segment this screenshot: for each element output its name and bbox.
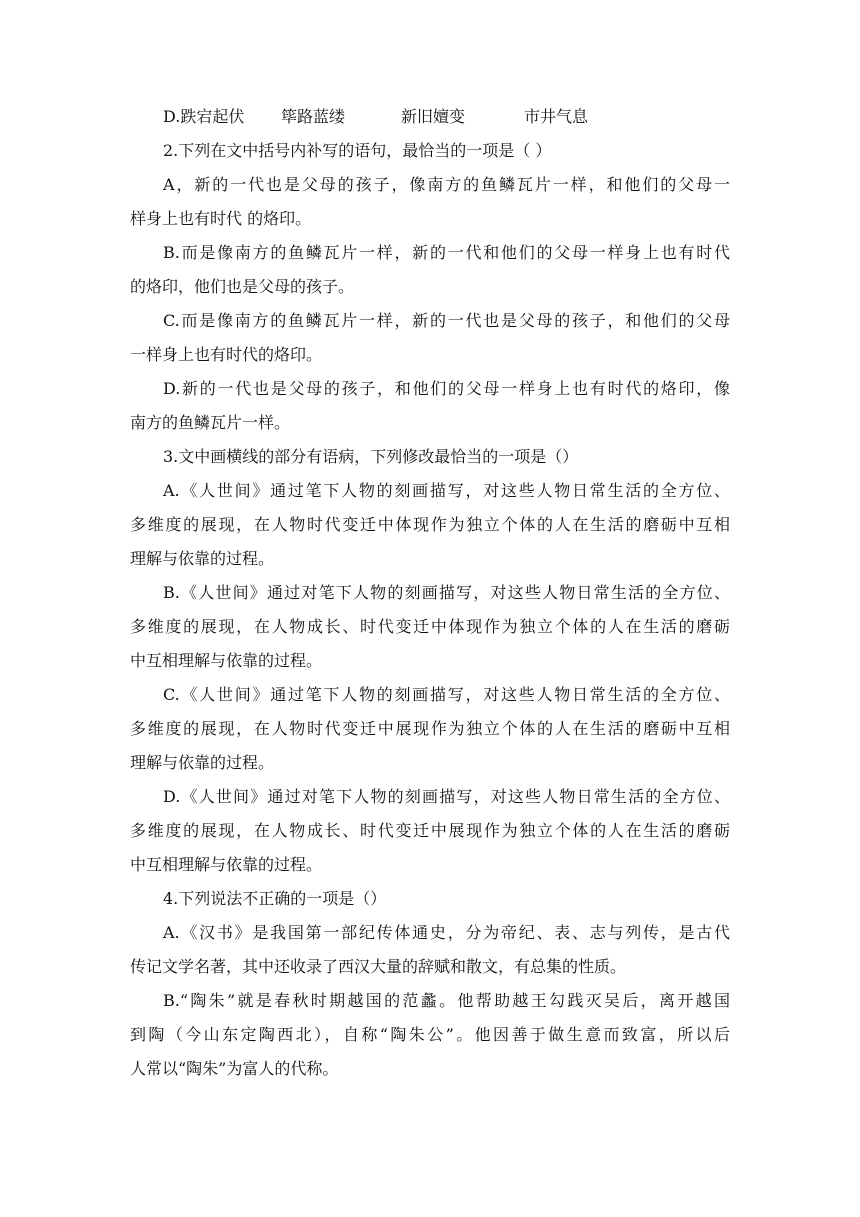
q4-option-b-line-2: 到陶（今山东定陶西北），自称“陶朱公”。他因善于做生意而致富，所以后 <box>130 1025 730 1044</box>
q2-option-b-line-1: B.而是像南方的鱼鳞瓦片一样，新的一代和他们的父母一样身上也有时代 <box>163 243 730 262</box>
q3-option-d-line-1: D.《人世间》通过对笔下人物的刻画描写，对这些人物日常生活的全方位、 <box>163 787 730 806</box>
q1-option-d-label: D.跌宕起伏 <box>163 107 245 126</box>
q3-option-b-line-2: 多维度的展现，在人物成长、时代变迁中体现作为独立个体的人在生活的磨砺 <box>130 617 730 636</box>
q2-option-d-line-2: 南方的鱼鳞瓦片一样。 <box>130 413 291 432</box>
q2-option-c-line-1: C.而是像南方的鱼鳞瓦片一样，新的一代也是父母的孩子，和他们的父母 <box>163 311 730 330</box>
q4-option-b-line-3: 人常以“陶朱”为富人的代称。 <box>130 1059 339 1078</box>
q4-option-a-line-1: A.《汉书》是我国第一部纪传体通史，分为帝纪、表、志与列传，是古代 <box>163 923 730 942</box>
q4-option-b-line-1: B.“陶朱”就是春秋时期越国的范蠡。他帮助越王勾践灭吴后，离开越国 <box>163 991 730 1010</box>
q4-stem: 4.下列说法不正确的一项是（） <box>163 889 387 908</box>
q3-option-d-line-3: 中互相理解与依靠的过程。 <box>130 855 323 874</box>
q2-stem: 2.下列在文中括号内补写的语句，最恰当的一项是（ ） <box>163 141 552 160</box>
q3-stem: 3.文中画横线的部分有语病，下列修改最恰当的一项是（） <box>163 447 579 466</box>
q4-option-a-line-2: 传记文学名著，其中还收录了西汉大量的辞赋和散文，有总集的性质。 <box>130 957 627 976</box>
q2-option-c-line-2: 一样身上也有时代的烙印。 <box>130 345 323 364</box>
q3-option-c-line-1: C.《人世间》通过笔下人物的刻画描写，对这些人物日常生活的全方位、 <box>163 685 730 704</box>
q2-option-a-line-1: A，新的一代也是父母的孩子，像南方的鱼鳞瓦片一样，和他们的父母一 <box>163 175 730 194</box>
q3-option-a-line-2: 多维度的展现，在人物时代变迁中体现作为独立个体的人在生活的磨砺中互相 <box>130 515 730 534</box>
q2-option-d-line-1: D.新的一代也是父母的孩子，和他们的父母一样身上也有时代的烙印，像 <box>163 379 730 398</box>
q3-option-a-line-3: 理解与依靠的过程。 <box>130 549 275 568</box>
q3-option-b-line-3: 中互相理解与依靠的过程。 <box>130 651 323 670</box>
q3-option-a-line-1: A.《人世间》通过笔下人物的刻画描写，对这些人物日常生活的全方位、 <box>163 481 730 500</box>
q1-option-d-item-1: 筚路蓝缕 <box>281 107 346 126</box>
q1-option-d-item-3: 市井气息 <box>524 107 589 126</box>
q2-option-a-line-2: 样身上也有时代 的烙印。 <box>130 209 312 228</box>
q1-option-d-item-2: 新旧嬗变 <box>401 107 466 126</box>
q3-option-d-line-2: 多维度的展现，在人物成长、时代变迁中展现作为独立个体的人在生活的磨砺 <box>130 821 730 840</box>
q3-option-c-line-3: 理解与依靠的过程。 <box>130 753 275 772</box>
q3-option-b-line-1: B.《人世间》通过对笔下人物的刻画描写，对这些人物日常生活的全方位、 <box>163 583 730 602</box>
q2-option-b-line-2: 的烙印，他们也是父母的孩子。 <box>130 277 355 296</box>
exam-text <box>130 100 730 1086</box>
q3-option-c-line-2: 多维度的展现，在人物时代变迁中展现作为独立个体的人在生活的磨砺中互相 <box>130 719 730 738</box>
q1-option-d <box>130 100 730 134</box>
